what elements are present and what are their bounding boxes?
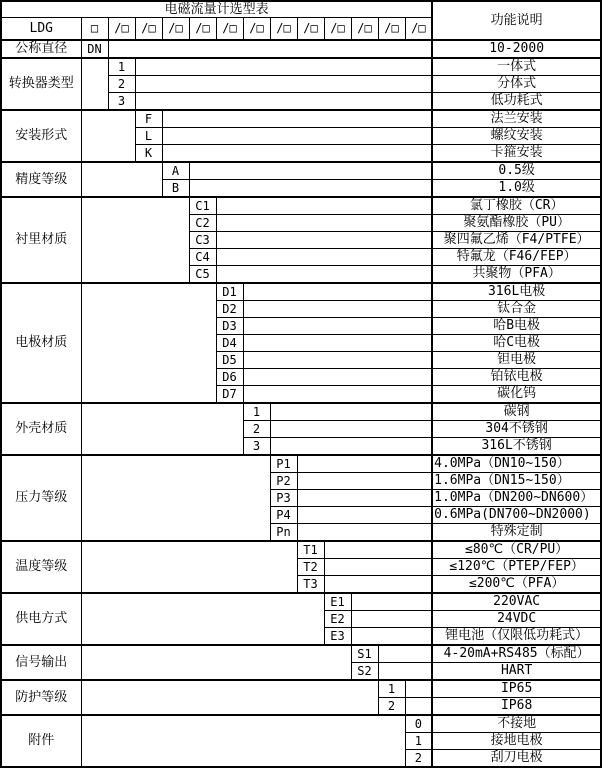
desc-cell: 1.6MPa（DN15~150） xyxy=(432,473,601,490)
model-slot-box: /□ xyxy=(297,18,324,41)
spacer-cell xyxy=(81,593,324,645)
code-cell: C4 xyxy=(189,249,216,266)
desc-cell: 4.0MPa（DN10~150） xyxy=(432,455,601,473)
model-slot-box: /□ xyxy=(162,18,189,41)
code-cell: D1 xyxy=(216,283,243,301)
filler-cell xyxy=(378,645,432,663)
code-cell: 1 xyxy=(378,680,405,698)
filler-cell xyxy=(243,335,432,352)
filler-cell xyxy=(216,249,432,266)
desc-cell: 不接地 xyxy=(432,715,601,733)
code-cell: C2 xyxy=(189,215,216,232)
category-label-electrode-material: 电极材质 xyxy=(1,283,81,403)
code-cell: F xyxy=(135,110,162,128)
filler-cell xyxy=(162,110,432,128)
desc-cell: 一体式 xyxy=(432,58,601,76)
code-cell: P3 xyxy=(270,490,297,507)
desc-cell: 分体式 xyxy=(432,76,601,93)
spacer-cell xyxy=(81,715,405,767)
filler-cell xyxy=(243,283,432,301)
model-slot-box: /□ xyxy=(378,18,405,41)
code-cell: 0 xyxy=(405,715,432,733)
code-cell: P1 xyxy=(270,455,297,473)
filler-cell xyxy=(162,145,432,163)
code-cell: E2 xyxy=(324,611,351,628)
model-slot-box: /□ xyxy=(351,18,378,41)
desc-cell: 铂铱电极 xyxy=(432,369,601,386)
desc-cell: 接地电极 xyxy=(432,733,601,750)
desc-cell: 法兰安装 xyxy=(432,110,601,128)
filler-cell xyxy=(270,403,432,421)
filler-cell xyxy=(243,301,432,318)
filler-cell xyxy=(216,232,432,249)
code-cell: 2 xyxy=(405,750,432,768)
filler-cell xyxy=(351,611,432,628)
function-description-header: 功能说明 xyxy=(432,1,601,40)
spacer-cell xyxy=(81,162,162,197)
filler-cell xyxy=(135,58,432,76)
code-cell: P4 xyxy=(270,507,297,524)
code-cell: B xyxy=(162,180,189,198)
code-cell: D4 xyxy=(216,335,243,352)
category-label-signal-output: 信号输出 xyxy=(1,645,81,680)
code-cell: P2 xyxy=(270,473,297,490)
desc-cell: 特殊定制 xyxy=(432,524,601,542)
spacer-cell xyxy=(81,197,189,283)
category-label-protection-rating: 防护等级 xyxy=(1,680,81,715)
desc-cell: 刮刀电极 xyxy=(432,750,601,768)
desc-cell: 共聚物（PFA） xyxy=(432,266,601,284)
desc-cell: HART xyxy=(432,663,601,681)
code-cell: 1 xyxy=(108,58,135,76)
desc-cell: 碳钢 xyxy=(432,403,601,421)
filler-cell xyxy=(243,369,432,386)
code-cell: T3 xyxy=(297,576,324,594)
model-slot-box: /□ xyxy=(243,18,270,41)
code-cell: D5 xyxy=(216,352,243,369)
desc-cell: 304不锈钢 xyxy=(432,421,601,438)
desc-cell: 锂电池（仅限低功耗式） xyxy=(432,628,601,646)
code-cell: 3 xyxy=(108,93,135,111)
code-cell: 2 xyxy=(243,421,270,438)
code-cell: T2 xyxy=(297,559,324,576)
filler-cell xyxy=(135,93,432,111)
desc-cell: 碳化钨 xyxy=(432,386,601,404)
filler-cell xyxy=(297,507,432,524)
filler-cell xyxy=(216,197,432,215)
desc-cell: 316L不锈钢 xyxy=(432,438,601,456)
code-cell: T1 xyxy=(297,541,324,559)
code-cell: 2 xyxy=(378,698,405,716)
desc-cell: 1.0MPa（DN200~DN600） xyxy=(432,490,601,507)
code-cell: S2 xyxy=(351,663,378,681)
code-cell: 1 xyxy=(405,733,432,750)
desc-cell: 钛合金 xyxy=(432,301,601,318)
desc-cell: 哈B电极 xyxy=(432,318,601,335)
desc-cell: 24VDC xyxy=(432,611,601,628)
spacer-cell xyxy=(81,541,297,593)
category-label-nominal-diameter: 公称直径 xyxy=(1,40,81,58)
filler-cell xyxy=(324,576,432,594)
category-label-temperature-rating: 温度等级 xyxy=(1,541,81,593)
filler-cell xyxy=(378,663,432,681)
desc-cell: 220VAC xyxy=(432,593,601,611)
code-cell: S1 xyxy=(351,645,378,663)
filler-cell xyxy=(216,266,432,284)
spacer-cell xyxy=(81,58,108,110)
spacer-cell xyxy=(81,283,216,403)
model-slot-box: /□ xyxy=(135,18,162,41)
filler-cell xyxy=(405,698,432,716)
desc-cell: 哈C电极 xyxy=(432,335,601,352)
code-cell: E1 xyxy=(324,593,351,611)
category-label-pressure-rating: 压力等级 xyxy=(1,455,81,541)
category-label-accessories: 附件 xyxy=(1,715,81,767)
spacer-cell xyxy=(81,110,135,162)
code-cell: K xyxy=(135,145,162,163)
code-cell: 3 xyxy=(243,438,270,456)
filler-cell xyxy=(324,541,432,559)
model-code-label: LDG xyxy=(1,18,81,41)
model-slot-box: /□ xyxy=(405,18,432,41)
desc-cell: 特氟龙（F46/FEP） xyxy=(432,249,601,266)
category-label-converter-type: 转换器类型 xyxy=(1,58,81,110)
desc-cell: 卡箍安装 xyxy=(432,145,601,163)
filler-cell xyxy=(270,438,432,456)
filler-cell xyxy=(243,318,432,335)
model-base-box: □ xyxy=(81,18,108,41)
page-title: 电磁流量计选型表 xyxy=(1,1,432,18)
filler-cell xyxy=(189,180,432,198)
filler-cell xyxy=(297,490,432,507)
code-cell: 2 xyxy=(108,76,135,93)
spacer-cell xyxy=(81,455,270,541)
desc-cell: ≤80℃（CR/PU） xyxy=(432,541,601,559)
filler-cell xyxy=(270,421,432,438)
model-slot-box: /□ xyxy=(216,18,243,41)
code-cell: L xyxy=(135,128,162,145)
category-label-housing-material: 外壳材质 xyxy=(1,403,81,455)
filler-cell xyxy=(405,680,432,698)
model-slot-box: /□ xyxy=(108,18,135,41)
filler-cell xyxy=(243,386,432,404)
filler-cell xyxy=(216,215,432,232)
filler-cell xyxy=(243,352,432,369)
desc-cell: 0.6MPa(DN700~DN2000) xyxy=(432,507,601,524)
desc-cell: ≤120℃（PTEP/FEP） xyxy=(432,559,601,576)
category-label-accuracy-class: 精度等级 xyxy=(1,162,81,197)
category-label-liner-material: 衬里材质 xyxy=(1,197,81,283)
desc-cell: 螺纹安装 xyxy=(432,128,601,145)
code-cell: C5 xyxy=(189,266,216,284)
desc-cell: 316L电极 xyxy=(432,283,601,301)
code-cell: C1 xyxy=(189,197,216,215)
code-cell: DN xyxy=(81,40,108,58)
desc-cell: ≤200℃（PFA） xyxy=(432,576,601,594)
code-cell: D6 xyxy=(216,369,243,386)
filler-cell xyxy=(189,162,432,180)
filler-cell xyxy=(135,76,432,93)
filler-cell xyxy=(351,593,432,611)
model-slot-box: /□ xyxy=(189,18,216,41)
filler-cell xyxy=(297,455,432,473)
code-cell: Pn xyxy=(270,524,297,542)
model-slot-box: /□ xyxy=(324,18,351,41)
desc-cell: IP68 xyxy=(432,698,601,716)
model-slot-box: /□ xyxy=(270,18,297,41)
desc-cell: 氯丁橡胶（CR） xyxy=(432,197,601,215)
spacer-cell xyxy=(81,403,243,455)
desc-cell: 聚氨酯橡胶（PU） xyxy=(432,215,601,232)
filler-cell xyxy=(297,524,432,542)
desc-cell: IP65 xyxy=(432,680,601,698)
filler-cell xyxy=(351,628,432,646)
code-cell: 1 xyxy=(243,403,270,421)
code-cell: D2 xyxy=(216,301,243,318)
desc-cell: 低功耗式 xyxy=(432,93,601,111)
desc-cell: 10-2000 xyxy=(432,40,601,58)
desc-cell: 4-20mA+RS485（标配） xyxy=(432,645,601,663)
spacer-cell xyxy=(81,645,351,680)
desc-cell: 0.5级 xyxy=(432,162,601,180)
code-cell: D3 xyxy=(216,318,243,335)
filler-cell xyxy=(297,473,432,490)
desc-cell: 1.0级 xyxy=(432,180,601,198)
code-cell: D7 xyxy=(216,386,243,404)
filler-cell xyxy=(162,128,432,145)
category-label-installation-type: 安装形式 xyxy=(1,110,81,162)
code-cell: C3 xyxy=(189,232,216,249)
filler-cell xyxy=(324,559,432,576)
desc-cell: 钽电极 xyxy=(432,352,601,369)
code-cell: E3 xyxy=(324,628,351,646)
code-cell: A xyxy=(162,162,189,180)
category-label-power-supply: 供电方式 xyxy=(1,593,81,645)
desc-cell: 聚四氟乙烯（F4/PTFE） xyxy=(432,232,601,249)
spacer-cell xyxy=(81,680,378,715)
filler-cell xyxy=(108,40,432,58)
